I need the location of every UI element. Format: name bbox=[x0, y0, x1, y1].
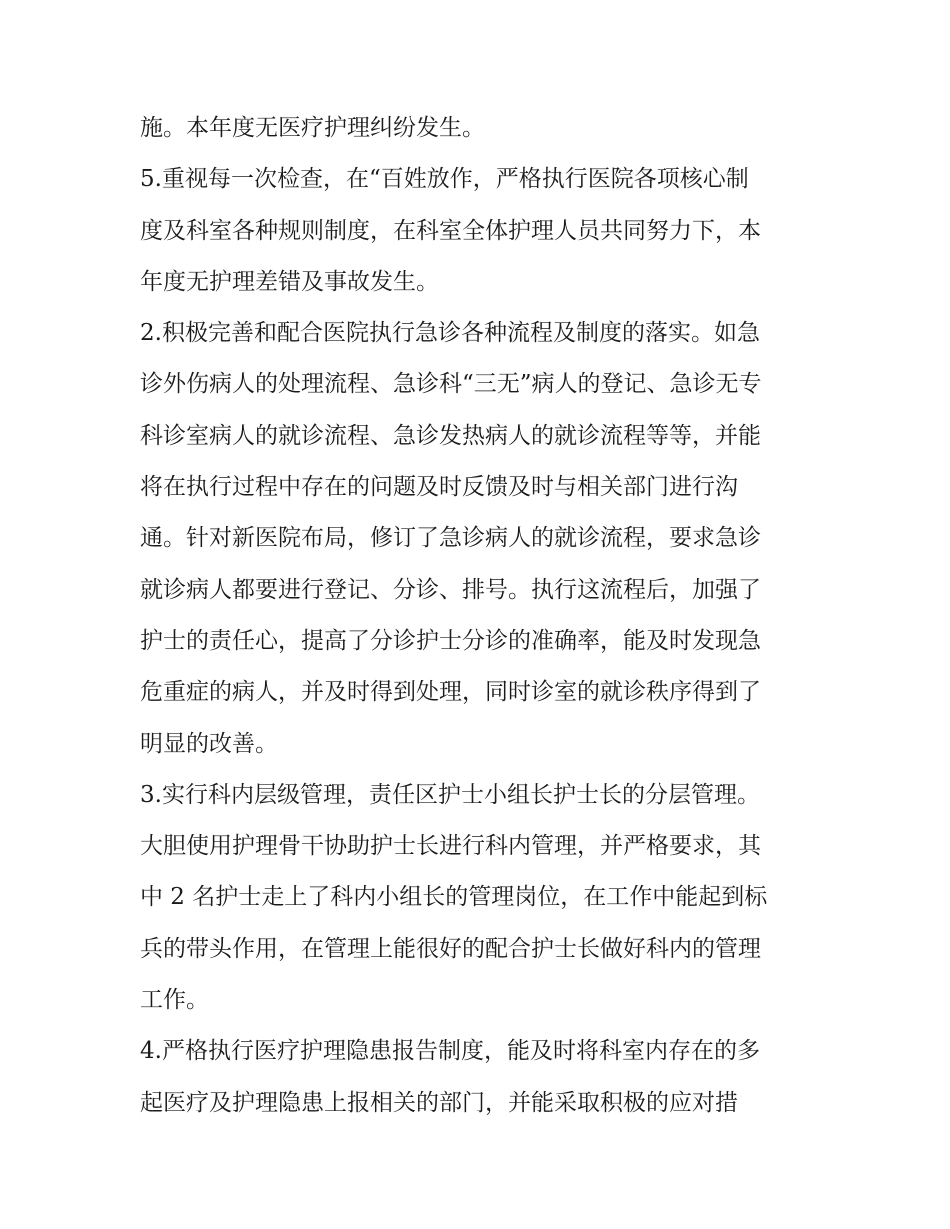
text-line: 工作。 bbox=[140, 987, 209, 1014]
text-line: 通。针对新医院布局，修订了急诊病人的就诊流程，要求急诊 bbox=[140, 525, 761, 552]
text-line: 起医疗及护理隐患上报相关的部门，并能采取积极的应对措 bbox=[140, 1089, 738, 1116]
text-line: 5.重视每一次检查，在“百姓放作，严格执行医院各项核心制 bbox=[140, 166, 749, 193]
text-line: 诊外伤病人的处理流程、急诊科“三无”病人的登记、急诊无专 bbox=[140, 371, 762, 398]
text-line: 兵的带头作用，在管理上能很好的配合护士长做好科内的管理 bbox=[140, 935, 761, 962]
text-line: 科诊室病人的就诊流程、急诊发热病人的就诊流程等等，并能 bbox=[140, 422, 761, 449]
text-line: 度及科室各种规则制度，在科室全体护理人员共同努力下，本 bbox=[140, 217, 761, 244]
text-line: 3.实行科内层级管理，责任区护士小组长护士长的分层管理。 bbox=[140, 781, 760, 808]
text-line: 2.积极完善和配合医院执行急诊各种流程及制度的落实。如急 bbox=[140, 320, 760, 347]
text-line: 将在执行过程中存在的问题及时反馈及时与相关部门进行沟 bbox=[140, 474, 738, 501]
text-line: 年度无护理差错及事故发生。 bbox=[140, 268, 439, 295]
text-line: 施。本年度无医疗护理纠纷发生。 bbox=[140, 115, 485, 141]
text-line: 中 2 名护士走上了科内小组长的管理岗位，在工作中能起到标 bbox=[140, 884, 768, 911]
text-line: 护士的责任心，提高了分诊护士分诊的准确率，能及时发现急 bbox=[140, 627, 761, 654]
text-line: 危重症的病人，并及时得到处理，同时诊室的就诊秩序得到了 bbox=[140, 679, 761, 706]
text-line: 明显的改善。 bbox=[140, 730, 278, 757]
text-line: 就诊病人都要进行登记、分诊、排号。执行这流程后，加强了 bbox=[140, 576, 761, 603]
text-line: 4.严格执行医疗护理隐患报告制度，能及时将科室内存在的多 bbox=[140, 1038, 760, 1065]
text-line: 大胆使用护理骨干协助护士长进行科内管理，并严格要求，其 bbox=[140, 833, 761, 860]
body-text bbox=[140, 103, 820, 1129]
